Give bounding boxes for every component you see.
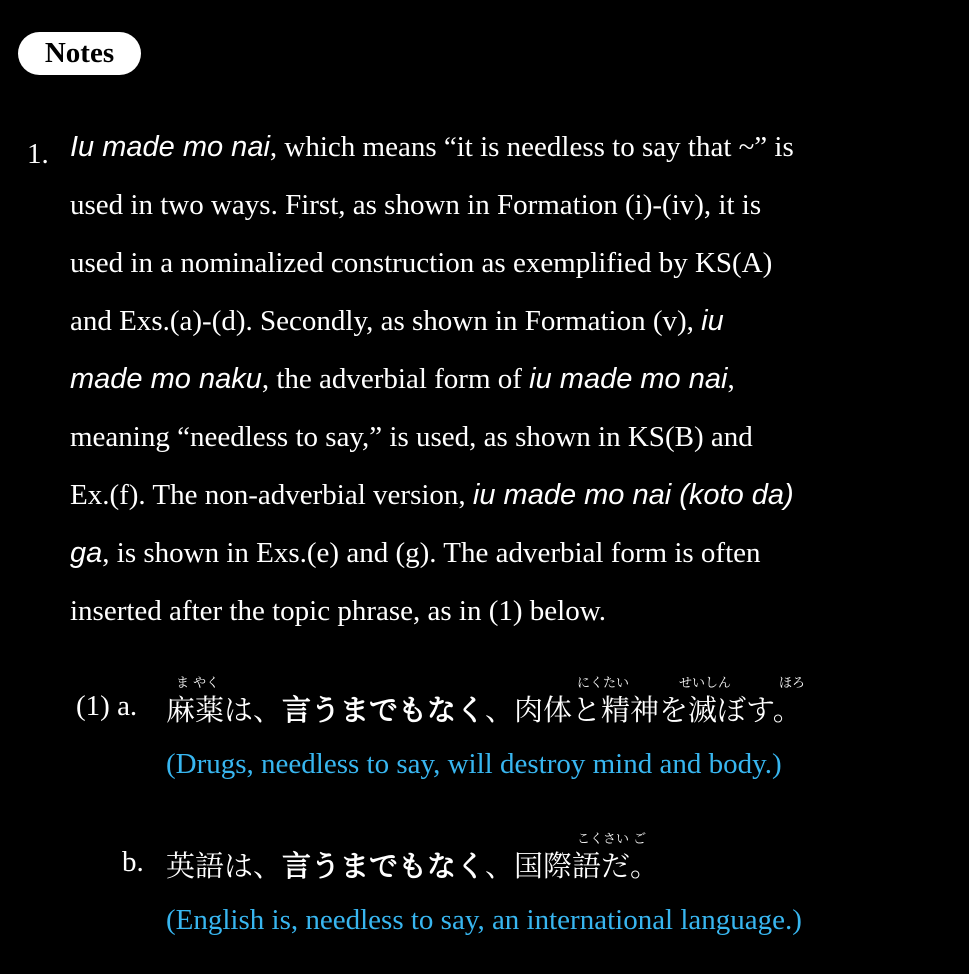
- note-line: [70, 350, 940, 408]
- note-paragraph: [70, 118, 940, 640]
- italic-term: iu made mo nai: [529, 363, 728, 395]
- example-a-label: (1) a.: [76, 690, 138, 722]
- example-b-translation: (English is, needless to say, an international language.): [166, 904, 802, 936]
- italic-term: iu made mo nai (koto da): [472, 479, 794, 511]
- italic-term: Iu made mo nai: [70, 131, 270, 163]
- example-a-japanese: 麻薬は、言うまでもなく、肉体と精神を滅ぼす。: [166, 693, 802, 727]
- furigana-kokusaigo: こくさい ご: [577, 832, 647, 847]
- note-line: [70, 292, 940, 350]
- note-line: [70, 118, 940, 176]
- note-line: [70, 524, 940, 582]
- note-text: used in a nominalized construction as exemplified by KS(A): [70, 247, 773, 279]
- example-b-label: b.: [122, 846, 144, 878]
- note-line: [70, 176, 940, 234]
- note-text: ,: [727, 363, 735, 395]
- note-text: , the adverbial form of: [261, 363, 530, 395]
- note-text: , is shown in Exs.(e) and (g). The adverbial form is often: [102, 537, 761, 569]
- note-line: [70, 466, 940, 524]
- furigana-horo: ほろ: [779, 676, 806, 691]
- note-text: Ex.(f). The non-adverbial version,: [70, 479, 473, 511]
- note-text: inserted after the topic phrase, as in (1) below.: [70, 595, 607, 627]
- italic-term: made mo naku: [70, 363, 262, 395]
- furigana-mayaku: ま やく: [176, 676, 220, 691]
- note-line: [70, 408, 940, 466]
- note-number: 1.: [27, 138, 49, 170]
- note-text: , which means “it is needless to say that ~” is: [269, 131, 794, 163]
- furigana-nikutai: にくたい: [577, 676, 630, 691]
- note-text: used in two ways. First, as shown in Formation (i)-(iv), it is: [70, 189, 762, 221]
- furigana-seishin: せいしん: [679, 676, 732, 691]
- example-b-japanese: 英語は、言うまでもなく、国際語だ。: [166, 849, 660, 883]
- italic-term: iu: [701, 305, 724, 337]
- note-line: [70, 234, 940, 292]
- notes-badge: Notes: [18, 32, 141, 75]
- italic-term: ga: [70, 537, 103, 569]
- note-line: [70, 582, 940, 640]
- note-text: meaning “needless to say,” is used, as shown in KS(B) and: [70, 421, 753, 453]
- example-a-translation: (Drugs, needless to say, will destroy mind and body.): [166, 748, 782, 780]
- note-text: and Exs.(a)-(d). Secondly, as shown in Formation (v),: [70, 305, 702, 337]
